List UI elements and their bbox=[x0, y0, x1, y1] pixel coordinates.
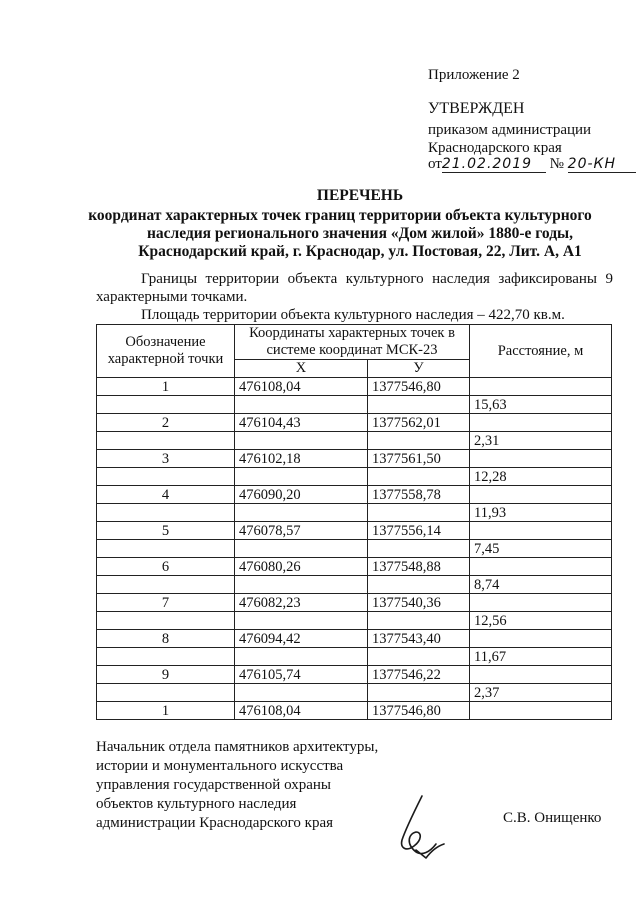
x-coordinate: 476080,26 bbox=[235, 558, 368, 576]
signature-line-1: Начальник отдела памятников архитектуры, bbox=[96, 739, 379, 755]
x-coordinate: 476105,74 bbox=[235, 666, 368, 684]
x-gap bbox=[235, 648, 368, 666]
y-gap bbox=[368, 468, 470, 486]
table-row bbox=[97, 540, 612, 558]
title-line-1: координат характерных точек границ территории объекта культурного bbox=[88, 207, 592, 224]
table-row bbox=[97, 558, 612, 576]
x-coordinate: 476090,20 bbox=[235, 486, 368, 504]
segment-distance: 2,31 bbox=[470, 432, 612, 450]
x-coordinate: 476104,43 bbox=[235, 414, 368, 432]
y-coordinate: 1377546,22 bbox=[368, 666, 470, 684]
signature-line-5: администрации Краснодарского края bbox=[96, 815, 334, 831]
x-gap bbox=[235, 576, 368, 594]
point-number: 1 bbox=[97, 702, 235, 720]
distance-empty bbox=[470, 414, 612, 432]
y-coordinate: 1377540,36 bbox=[368, 594, 470, 612]
y-gap bbox=[368, 432, 470, 450]
distance-empty bbox=[470, 450, 612, 468]
table-row bbox=[97, 630, 612, 648]
table-row bbox=[97, 648, 612, 666]
x-gap bbox=[235, 540, 368, 558]
point-number: 9 bbox=[97, 666, 235, 684]
y-gap bbox=[368, 576, 470, 594]
segment-distance: 7,45 bbox=[470, 540, 612, 558]
x-coordinate: 476094,42 bbox=[235, 630, 368, 648]
area-line: Площадь территории объекта культурного наследия – 422,70 кв.м. bbox=[141, 307, 565, 323]
signature-line-2: истории и монументального искусства bbox=[96, 758, 344, 774]
distance-empty bbox=[470, 702, 612, 720]
y-gap bbox=[368, 612, 470, 630]
y-coordinate: 1377546,80 bbox=[368, 378, 470, 396]
point-number: 2 bbox=[97, 414, 235, 432]
y-coordinate: 1377561,50 bbox=[368, 450, 470, 468]
coordinates-body bbox=[97, 378, 612, 720]
approval-date-line bbox=[428, 155, 636, 173]
segment-distance: 2,37 bbox=[470, 684, 612, 702]
x-coordinate: 476082,23 bbox=[235, 594, 368, 612]
segment-distance: 11,93 bbox=[470, 504, 612, 522]
table-row bbox=[97, 612, 612, 630]
distance-empty bbox=[470, 378, 612, 396]
table-row bbox=[97, 576, 612, 594]
point-gap bbox=[97, 432, 235, 450]
table-row bbox=[97, 684, 612, 702]
point-number: 6 bbox=[97, 558, 235, 576]
approval-number: 20-КН bbox=[568, 156, 636, 173]
table-row bbox=[97, 702, 612, 720]
point-gap bbox=[97, 540, 235, 558]
y-coordinate: 1377543,40 bbox=[368, 630, 470, 648]
y-coordinate: 1377546,80 bbox=[368, 702, 470, 720]
table-row bbox=[97, 486, 612, 504]
distance-empty bbox=[470, 558, 612, 576]
x-gap bbox=[235, 504, 368, 522]
title-line-2: наследия регионального значения «Дом жилой» 1880-е годы, bbox=[146, 225, 574, 242]
point-gap bbox=[97, 468, 235, 486]
number-prefix: № bbox=[549, 156, 564, 172]
document-heading: ПЕРЕЧЕНЬ bbox=[316, 187, 404, 204]
distance-header: Расстояние, м bbox=[470, 325, 612, 378]
x-coordinate: 476108,04 bbox=[235, 378, 368, 396]
y-gap bbox=[368, 396, 470, 414]
y-gap bbox=[368, 504, 470, 522]
table-row bbox=[97, 432, 612, 450]
signer-name: С.В. Онищенко bbox=[503, 810, 602, 826]
table-row bbox=[97, 414, 612, 432]
x-gap bbox=[235, 684, 368, 702]
x-gap bbox=[235, 432, 368, 450]
title-line-3: Краснодарский край, г. Краснодар, ул. Постовая, 22, Лит. А, А1 bbox=[138, 243, 582, 260]
distance-empty bbox=[470, 486, 612, 504]
point-number: 1 bbox=[97, 378, 235, 396]
y-coordinate: 1377556,14 bbox=[368, 522, 470, 540]
table-row bbox=[97, 450, 612, 468]
signature-line-4: объектов культурного наследия bbox=[96, 796, 297, 812]
handwritten-signature bbox=[392, 792, 446, 862]
point-number: 4 bbox=[97, 486, 235, 504]
coordinates-table bbox=[96, 324, 612, 720]
x-coordinate: 476108,04 bbox=[235, 702, 368, 720]
approval-line-1: приказом администрации bbox=[428, 122, 592, 138]
point-gap bbox=[97, 576, 235, 594]
coords-header: Координаты характерных точек в системе координат МСК-23 bbox=[235, 325, 470, 360]
point-number: 5 bbox=[97, 522, 235, 540]
approval-line-2: Краснодарского края bbox=[428, 140, 562, 156]
intro-line-2: характерными точками. bbox=[96, 289, 248, 305]
x-gap bbox=[235, 468, 368, 486]
signature-line-3: управления государственной охраны bbox=[96, 777, 331, 793]
table-row bbox=[97, 378, 612, 396]
table-row bbox=[97, 468, 612, 486]
distance-empty bbox=[470, 594, 612, 612]
point-gap bbox=[97, 612, 235, 630]
signature-title bbox=[96, 738, 378, 833]
y-coordinate: 1377558,78 bbox=[368, 486, 470, 504]
x-header: X bbox=[235, 360, 368, 378]
point-number: 8 bbox=[97, 630, 235, 648]
distance-empty bbox=[470, 666, 612, 684]
y-gap bbox=[368, 684, 470, 702]
distance-empty bbox=[470, 522, 612, 540]
x-coordinate: 476102,18 bbox=[235, 450, 368, 468]
y-gap bbox=[368, 540, 470, 558]
y-coordinate: 1377562,01 bbox=[368, 414, 470, 432]
y-coordinate: 1377548,88 bbox=[368, 558, 470, 576]
segment-distance: 12,56 bbox=[470, 612, 612, 630]
point-gap bbox=[97, 648, 235, 666]
x-gap bbox=[235, 396, 368, 414]
table-row bbox=[97, 396, 612, 414]
table-row bbox=[97, 522, 612, 540]
point-gap bbox=[97, 684, 235, 702]
table-row bbox=[97, 594, 612, 612]
from-prefix: от bbox=[428, 156, 442, 172]
intro-line-1: Границы территории объекта культурного наследия зафиксированы 9 bbox=[141, 271, 613, 287]
segment-distance: 15,63 bbox=[470, 396, 612, 414]
point-number: 3 bbox=[97, 450, 235, 468]
y-header: У bbox=[368, 360, 470, 378]
segment-distance: 8,74 bbox=[470, 576, 612, 594]
table-row bbox=[97, 504, 612, 522]
point-header: Обозначение характерной точки bbox=[97, 325, 235, 378]
point-number: 7 bbox=[97, 594, 235, 612]
table-row bbox=[97, 666, 612, 684]
segment-distance: 11,67 bbox=[470, 648, 612, 666]
segment-distance: 12,28 bbox=[470, 468, 612, 486]
distance-empty bbox=[470, 630, 612, 648]
x-coordinate: 476078,57 bbox=[235, 522, 368, 540]
appendix-label: Приложение 2 bbox=[428, 67, 520, 83]
approval-date: 21.02.2019 bbox=[442, 156, 546, 173]
approved-label: УТВЕРЖДЕН bbox=[428, 100, 525, 117]
point-gap bbox=[97, 396, 235, 414]
x-gap bbox=[235, 612, 368, 630]
y-gap bbox=[368, 648, 470, 666]
point-gap bbox=[97, 504, 235, 522]
